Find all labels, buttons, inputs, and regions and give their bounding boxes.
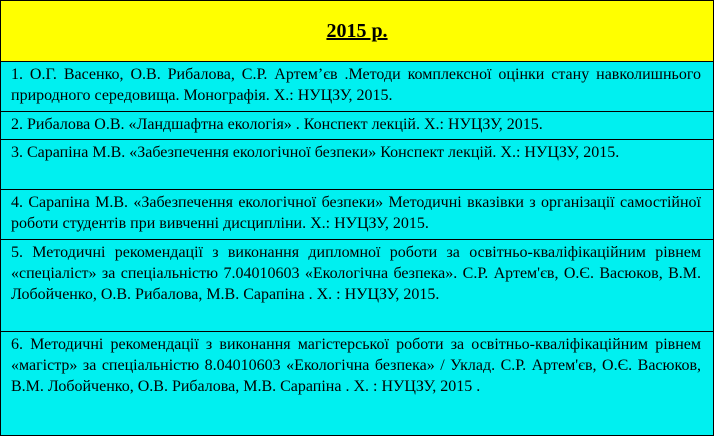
reference-item-3: 3. Сарапіна М.В. «Забезпечення екологічної безпеки» Конспект лекцій. Х.: НУЦЗУ, 2015. bbox=[1, 140, 713, 190]
reference-item-1: 1. О.Г. Васенко, О.В. Рибалова, С.Р. Артем’єв .Методи комплексної оцінки стану навколишнього природного середовища. Монографія. Х.: НУЦЗУ, 2015. bbox=[1, 62, 713, 112]
reference-list bbox=[1, 62, 713, 423]
reference-item-2: 2. Рибалова О.В. «Ландшафтна екологія» . Конспект лекцій. Х.: НУЦЗУ, 2015. bbox=[1, 112, 713, 140]
year-title: 2015 р. bbox=[326, 19, 388, 42]
table-header bbox=[1, 1, 713, 62]
reference-item-6: 6. Методичні рекомендації з виконання магістерської роботи за освітньо-кваліфікаційним рівнем «магістр» за спеціальністю 8.04010603 «Екологічна безпека» / Уклад. С.Р. Артем'єв, О.Є. Васюков, В.М. Лобойченко, О.В. Рибалова, М.В. Сарапіна . Х. : НУЦЗУ, 2015 . bbox=[11, 336, 701, 395]
reference-item-5: 5. Методичні рекомендації з виконання дипломної роботи за освітньо-кваліфікаційним рівнем «спеціаліст» за спеціальністю 7.04010603 «Екологічна безпека». С.Р. Артем'єв, О.Є. Васюков, В.М. Лобойченко, О.В. Рибалова, М.В. Сарапіна . Х. : НУЦЗУ, 2015. bbox=[1, 240, 713, 332]
reference-item-4: 4. Сарапіна М.В. «Забезпечення екологічної безпеки» Методичні вказівки з організації самостійної роботи студентів при вивченні дисципліни. Х.: НУЦЗУ, 2015. bbox=[1, 190, 713, 240]
